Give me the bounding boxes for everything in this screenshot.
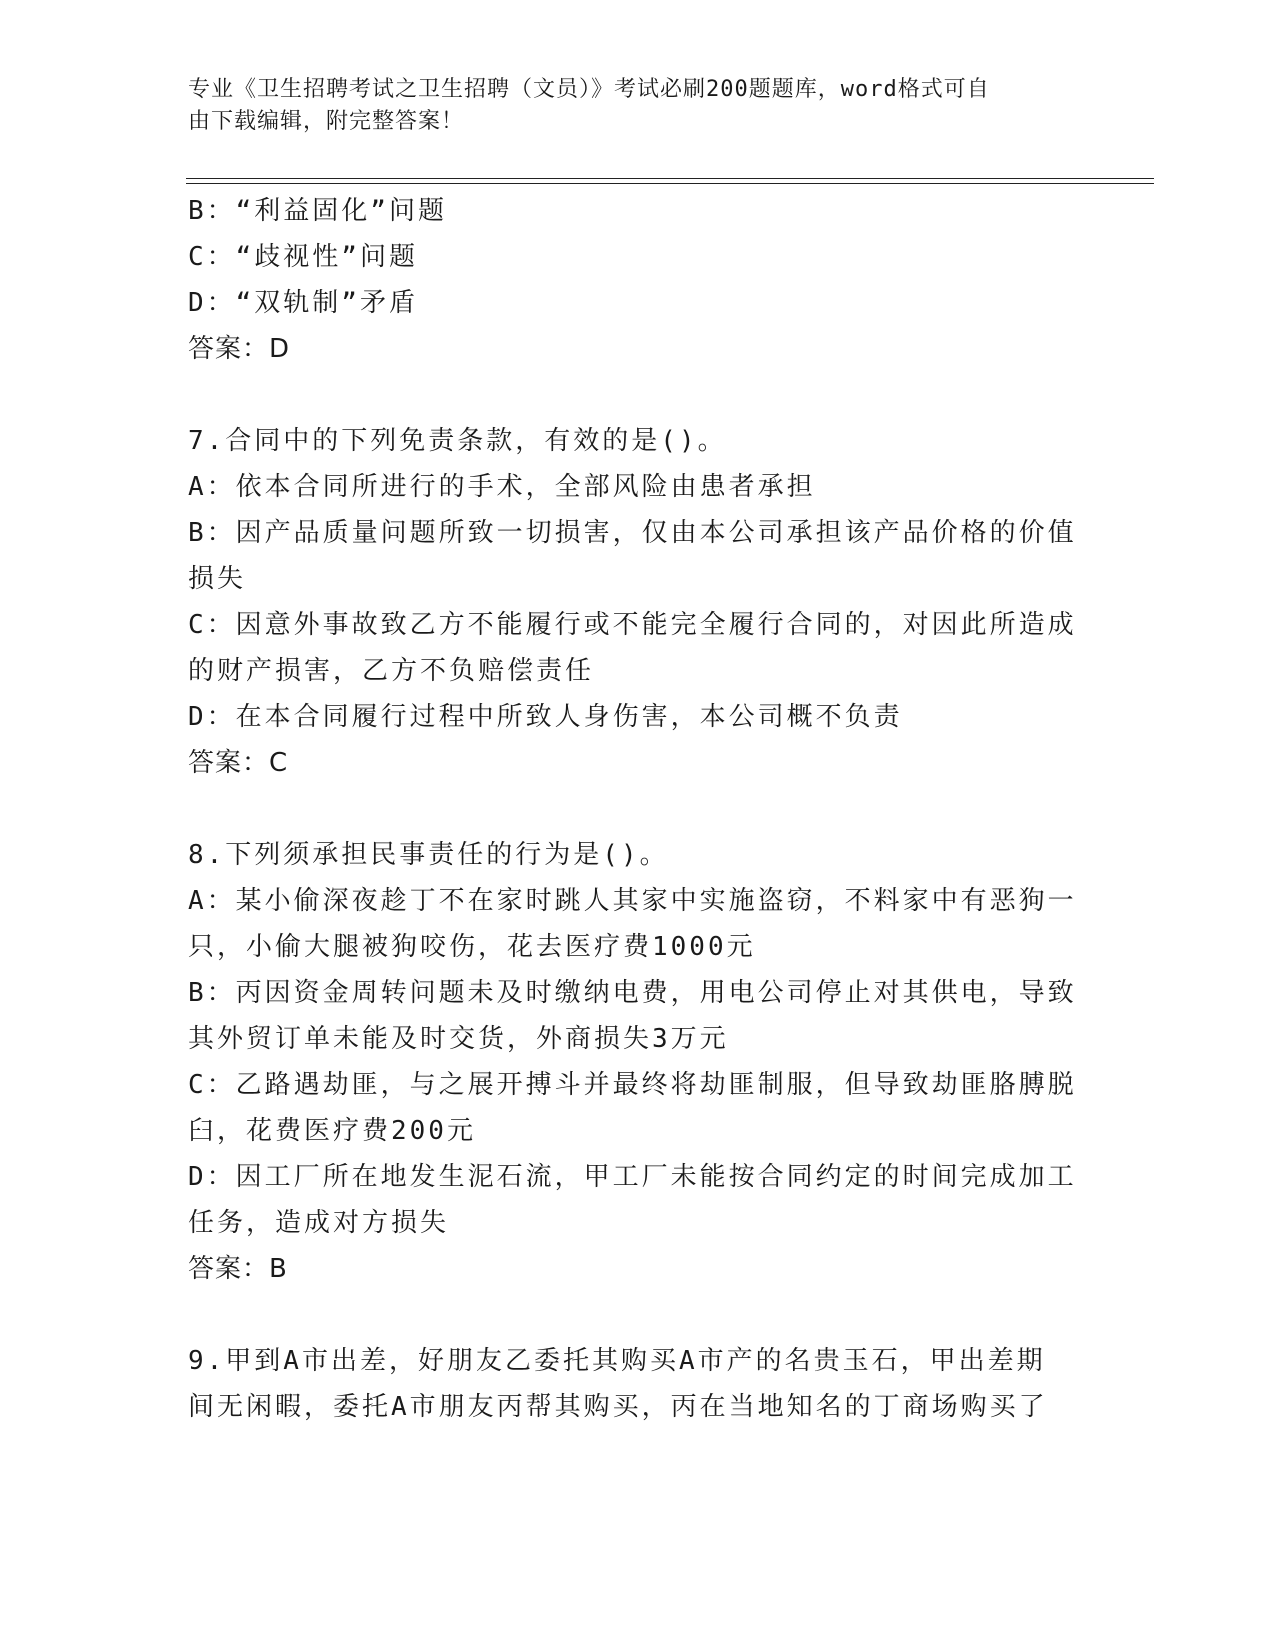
- spacer: [188, 786, 1088, 832]
- q8-option-d-line-2: 任务，造成对方损失: [188, 1208, 450, 1238]
- q8-option-b-line-1: B：丙因资金周转问题未及时缴纳电费，用电公司停止对其供电，导致: [188, 978, 1077, 1008]
- document-header: [188, 74, 1088, 138]
- q7-option-c-line-1: C：因意外事故致乙方不能履行或不能完全履行合同的，对因此所造成: [188, 610, 1077, 640]
- spacer: [188, 372, 1088, 418]
- q7-option-d: D：在本合同履行过程中所致人身伤害，本公司概不负责: [188, 702, 903, 732]
- q8-option-b-line-2: 其外贸订单未能及时交货，外商损失3万元: [188, 1024, 729, 1054]
- q6-option-d: D：“双轨制”矛盾: [188, 288, 418, 318]
- document-body: [188, 188, 1088, 1430]
- header-divider-top: [186, 178, 1154, 179]
- q8-option-c-line-2: 臼，花费医疗费200元: [188, 1116, 476, 1146]
- q8-option-a-line-1: A：某小偷深夜趁丁不在家时跳人其家中实施盗窃，不料家中有恶狗一: [188, 886, 1077, 916]
- q7-option-b-line-1: B：因产品质量问题所致一切损害，仅由本公司承担该产品价格的价值: [188, 518, 1077, 548]
- q7-option-c-line-2: 的财产损害，乙方不负赔偿责任: [188, 656, 595, 686]
- q7-answer: 答案：C: [188, 748, 289, 778]
- q6-answer: 答案：D: [188, 334, 291, 364]
- q8-option-d-line-1: D：因工厂所在地发生泥石流，甲工厂未能按合同约定的时间完成加工: [188, 1162, 1077, 1192]
- question-6: [188, 188, 1088, 372]
- q8-answer: 答案：B: [188, 1254, 288, 1284]
- q6-option-c: C：“歧视性”问题: [188, 242, 418, 272]
- q6-option-b: B：“利益固化”问题: [188, 196, 447, 226]
- q7-stem: 7.合同中的下列免责条款，有效的是()。: [188, 426, 727, 456]
- header-line-2: 由下载编辑，附完整答案！: [188, 109, 465, 134]
- q8-option-c-line-1: C：乙路遇劫匪，与之展开搏斗并最终将劫匪制服，但导致劫匪胳膊脱: [188, 1070, 1077, 1100]
- spacer: [188, 1292, 1088, 1338]
- q7-option-b-line-2: 损失: [188, 564, 247, 594]
- q9-stem-line-1: 9.甲到A市出差，好朋友乙委托其购买A市产的名贵玉石，甲出差期: [188, 1346, 1046, 1376]
- header-line-1: 专业《卫生招聘考试之卫生招聘（文员）》考试必刷200题题库，word格式可自: [188, 77, 990, 102]
- question-9: [188, 1338, 1088, 1430]
- question-7: [188, 418, 1088, 786]
- q7-option-a: A：依本合同所进行的手术，全部风险由患者承担: [188, 472, 816, 502]
- header-divider-bottom: [186, 183, 1154, 184]
- question-8: [188, 832, 1088, 1292]
- q8-option-a-line-2: 只，小偷大腿被狗咬伤，花去医疗费1000元: [188, 932, 756, 962]
- q9-stem-line-2: 间无闲暇，委托A市朋友丙帮其购买，丙在当地知名的丁商场购买了: [188, 1392, 1048, 1422]
- q8-stem: 8.下列须承担民事责任的行为是()。: [188, 840, 669, 870]
